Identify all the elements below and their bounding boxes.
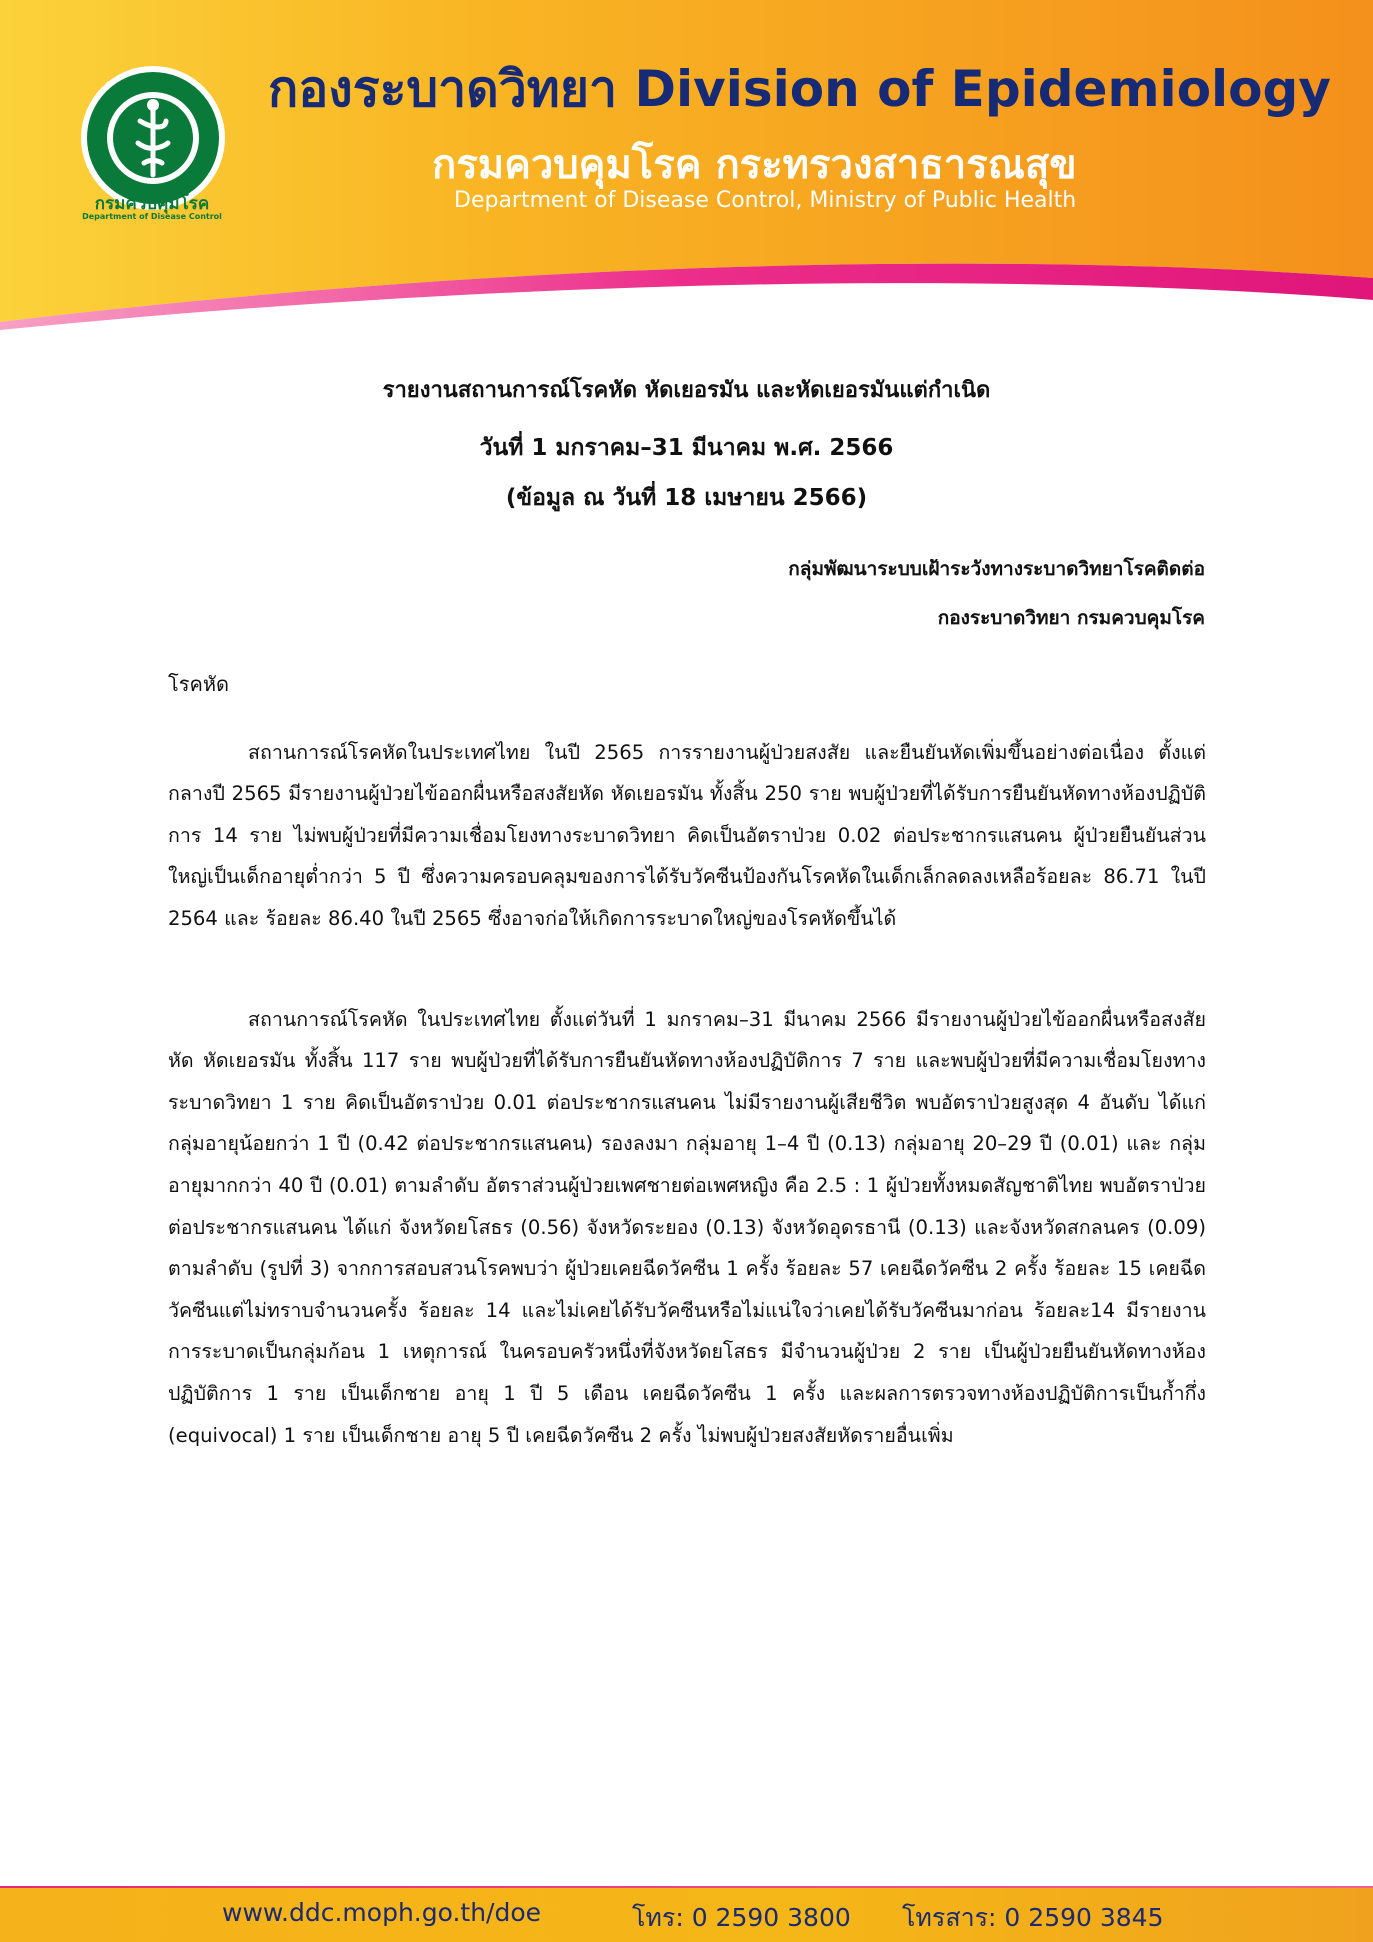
footer-fax: โทรสาร: 0 2590 3845	[902, 1903, 1164, 1932]
report-data-date: (ข้อมูล ณ วันที่ 18 เมษายน 2566)	[505, 485, 868, 511]
report-date-range: วันที่ 1 มกราคม–31 มีนาคม พ.ศ. 2566	[479, 435, 894, 461]
footer-phone: โทร: 0 2590 3800	[632, 1903, 851, 1932]
header-subtitle-en: Department of Disease Control, Ministry of Public Health	[454, 188, 1077, 213]
header-banner	[0, 0, 1373, 330]
footer-website[interactable]: www.ddc.moph.go.th/doe	[222, 1898, 542, 1927]
org-group: กลุ่มพัฒนาระบบเฝ้าระวังทางระบาดวิทยาโรคติดต่อ	[788, 558, 1205, 580]
org-division: กองระบาดวิทยา กรมควบคุมโรค	[937, 607, 1205, 629]
logo-caption-th: กรมควบคุมโรค	[94, 194, 210, 214]
report-title: รายงานสถานการณ์โรคหัด หัดเยอรมัน และหัดเยอรมันแต่กำเนิด	[382, 378, 991, 403]
paragraph-2: สถานการณ์โรคหัด ในประเทศไทย ตั้งแต่วันที่ 1 มกราคม–31 มีนาคม 2566 มีรายงานผู้ป่วยไข้ออกผื่นหรือสงสัยหัด หัดเยอรมัน ทั้งสิ้น 117 ราย พบผู้ป่วยที่ได้รับการยืนยันหัดทางห้องปฏิบัติการ 7 ราย และพบผู้ป่วยที่มีความเชื่อมโยงทางระบาดวิทยา 1 ราย คิดเป็นอัตราป่วย 0.01 ต่อประชากรแสนคน ไม่มีรายงานผู้เสียชีวิต พบอัตราป่วยสูงสุด 4 อันดับ ได้แก่ กลุ่มอายุน้อยกว่า 1 ปี (0.42 ต่อประชากรแสนคน) รองลงมา กลุ่มอายุ 1–4 ปี (0.13) กลุ่มอายุ 20–29 ปี (0.01) และ กลุ่มอายุมากกว่า 40 ปี (0.01) ตามลำดับ อัตราส่วนผู้ป่วยเพศชายต่อเพศหญิง คือ 2.5 : 1 ผู้ป่วยทั้งหมดสัญชาติไทย พบอัตราป่วยต่อประชากรแสนคน ได้แก่ จังหวัดยโสธร (0.56) จังหวัดระยอง (0.13) จังหวัดอุดรธานี (0.13) และจังหวัดสกลนคร (0.09) ตามลำดับ (รูปที่ 3) จากการสอบสวนโรคพบว่า ผู้ป่วยเคยฉีดวัคซีน 1 ครั้ง ร้อยละ 57 เคยฉีดวัคซีน 2 ครั้ง ร้อยละ 15 เคยฉีดวัคซีนแต่ไม่ทราบจำนวนครั้ง ร้อยละ 14 และไม่เคยได้รับวัคซีนหรือไม่แน่ใจว่าเคยได้รับวัคซีนมาก่อน ร้อยละ14 มีรายงานการระบาดเป็นกลุ่มก้อน 1 เหตุการณ์ ในครอบครัวหนึ่งที่จังหวัดยโสธร มีจำนวนผู้ป่วย 2 ราย เป็นผู้ป่วยยืนยันหัดทางห้องปฏิบัติการ 1 ราย เป็นเด็กชาย อายุ 1 ปี 5 เดือน เคยฉีดวัคซีน 1 ครั้ง และผลการตรวจทางห้องปฏิบัติการเป็นก้ำกึ่ง (equivocal) 1 ราย เป็นเด็กชาย อายุ 5 ปี เคยฉีดวัคซีน 2 ครั้ง ไม่พบผู้ป่วยสงสัยหัดรายอื่นเพิ่ม	[168, 1007, 1206, 1447]
section-heading: โรคหัด	[168, 672, 230, 696]
logo-caption-en: Department of Disease Control	[82, 212, 222, 221]
header-title: กองระบาดวิทยา Division of Epidemiology	[268, 60, 1331, 118]
header-subtitle-th: กรมควบคุมโรค กระทรวงสาธารณสุข	[432, 142, 1077, 188]
paragraph-1: สถานการณ์โรคหัดในประเทศไทย ในปี 2565 การรายงานผู้ป่วยสงสัย และยืนยันหัดเพิ่มขึ้นอย่างต่อเนื่อง ตั้งแต่กลางปี 2565 มีรายงานผู้ป่วยไข้ออกผื่นหรือสงสัยหัด หัดเยอรมัน ทั้งสิ้น 250 ราย พบผู้ป่วยที่ได้รับการยืนยันหัดทางห้องปฏิบัติการ 14 ราย ไม่พบผู้ป่วยที่มีความเชื่อมโยงทางระบาดวิทยา คิดเป็นอัตราป่วย 0.02 ต่อประชากรแสนคน ผู้ป่วยยืนยันส่วนใหญ่เป็นเด็กอายุต่ำกว่า 5 ปี ซึ่งความครอบคลุมของการได้รับวัคซีนป้องกันโรคหัดในเด็กเล็กลดลงเหลือร้อยละ 86.71 ในปี 2564 และ ร้อยละ 86.40 ในปี 2565 ซึ่งอาจก่อให้เกิดการระบาดใหญ่ของโรคหัดขึ้นได้	[168, 740, 1206, 930]
